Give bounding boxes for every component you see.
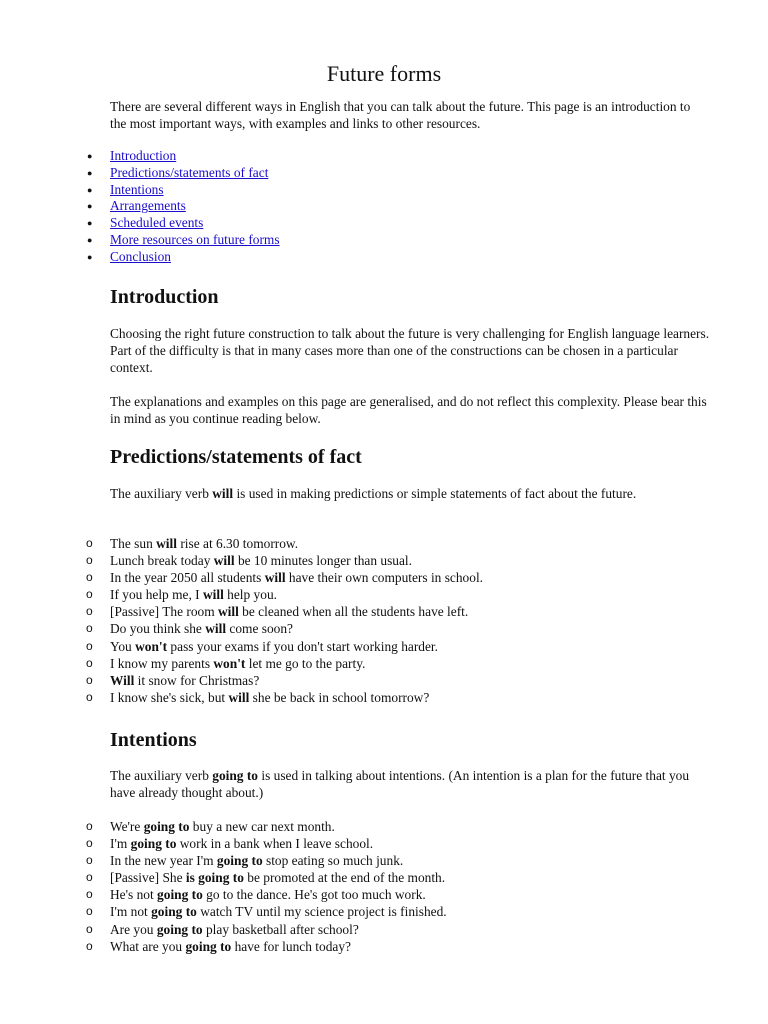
example-text: [Passive] The room will be cleaned when all the students have left. — [110, 604, 469, 620]
example-text: I'm not going to watch TV until my science project is finished. — [110, 904, 447, 920]
example-text: The sun will rise at 6.30 tomorrow. — [110, 536, 299, 551]
circle-bullet-icon: o — [86, 938, 93, 953]
circle-bullet-icon: o — [86, 853, 93, 868]
bullet-icon: ● — [87, 151, 93, 161]
toc-link-conclusion[interactable]: Conclusion — [110, 248, 172, 264]
example-text: Will it snow for Christmas? — [110, 672, 260, 688]
intentions-text-before: The auxiliary verb — [110, 768, 213, 783]
intro-paragraph: There are several different ways in English that you can talk about the future. This page is an introduction to the most important ways, with examples and links to other resources. — [110, 99, 691, 131]
introduction-paragraph-1: Choosing the right future construction to talk about the future is very challenging for English language learners. Part of the difficulty is that in many cases more than one of the constructions can be chosen in a particular context. — [110, 326, 710, 375]
predictions-text-after: is used in making predictions or simple statements of fact about the future. — [233, 486, 637, 501]
page-title: Future forms — [326, 61, 442, 86]
introduction-heading: Introduction — [110, 286, 219, 308]
example-text: You won't pass your exams if you don't start working harder. — [110, 638, 438, 654]
bullet-icon: ● — [87, 218, 93, 229]
intentions-paragraph — [110, 767, 710, 801]
example-text: I know my parents won't let me go to the party. — [110, 655, 366, 671]
example-text: Lunch break today will be 10 minutes longer than usual. — [110, 553, 412, 569]
example-text: What are you going to have for lunch today? — [110, 938, 351, 954]
example-text: I know she's sick, but will she be back in school tomorrow? — [110, 689, 430, 705]
toc-link-more-resources[interactable]: More resources on future forms — [110, 231, 280, 247]
predictions-paragraph — [110, 485, 710, 502]
example-text: He's not going to go to the dance. He's got too much work. — [110, 887, 426, 903]
toc-link-arrangements[interactable]: Arrangements — [110, 198, 186, 214]
circle-bullet-icon: o — [86, 689, 93, 704]
circle-bullet-icon: o — [86, 904, 93, 919]
circle-bullet-icon: o — [86, 536, 93, 550]
example-text: Do you think she will come soon? — [110, 621, 293, 637]
bullet-icon: ● — [87, 184, 93, 195]
circle-bullet-icon: o — [86, 587, 93, 602]
bullet-icon: ● — [87, 167, 93, 178]
intentions-heading: Intentions — [110, 729, 197, 751]
intentions-text-after: is used in talking about intentions. (An intention is a plan for the future that you have already thought about.) — [110, 768, 690, 800]
example-text: In the new year I'm going to stop eating so much junk. — [110, 853, 404, 869]
circle-bullet-icon: o — [86, 621, 93, 636]
toc-link-introduction[interactable]: Introduction — [110, 148, 177, 163]
example-text: In the year 2050 all students will have their own computers in school. — [110, 570, 484, 586]
circle-bullet-icon: o — [86, 921, 93, 936]
predictions-keyword: will — [212, 486, 234, 501]
toc-link-intentions[interactable]: Intentions — [110, 181, 164, 197]
bullet-icon: ● — [87, 201, 93, 212]
introduction-paragraph-2: The explanations and examples on this page are generalised, and do not reflect this complexity. Please bear this in mind as you continue reading below. — [110, 394, 707, 426]
predictions-text-before: The auxiliary verb — [110, 486, 213, 501]
circle-bullet-icon: o — [86, 870, 93, 885]
circle-bullet-icon: o — [86, 887, 93, 902]
example-text: We're going to buy a new car next month. — [110, 819, 335, 834]
toc-link-scheduled-events[interactable]: Scheduled events — [110, 215, 204, 231]
bullet-icon: ● — [87, 234, 93, 245]
example-text: If you help me, I will help you. — [110, 587, 277, 603]
example-text: [Passive] She is going to be promoted at the end of the month. — [110, 870, 446, 886]
circle-bullet-icon: o — [86, 638, 93, 653]
example-text: I'm going to work in a bank when I leave school. — [110, 836, 374, 852]
toc-link-predictions[interactable]: Predictions/statements of fact — [110, 164, 269, 180]
circle-bullet-icon: o — [86, 604, 93, 619]
circle-bullet-icon: o — [86, 836, 93, 851]
circle-bullet-icon: o — [86, 655, 93, 670]
circle-bullet-icon: o — [86, 672, 93, 687]
bullet-icon: ● — [87, 251, 93, 262]
example-text: Are you going to play basketball after school? — [110, 921, 359, 937]
circle-bullet-icon: o — [86, 553, 93, 568]
circle-bullet-icon: o — [86, 819, 93, 833]
circle-bullet-icon: o — [86, 570, 93, 585]
predictions-heading: Predictions/statements of fact — [110, 446, 362, 468]
intentions-keyword: going to — [212, 768, 259, 783]
